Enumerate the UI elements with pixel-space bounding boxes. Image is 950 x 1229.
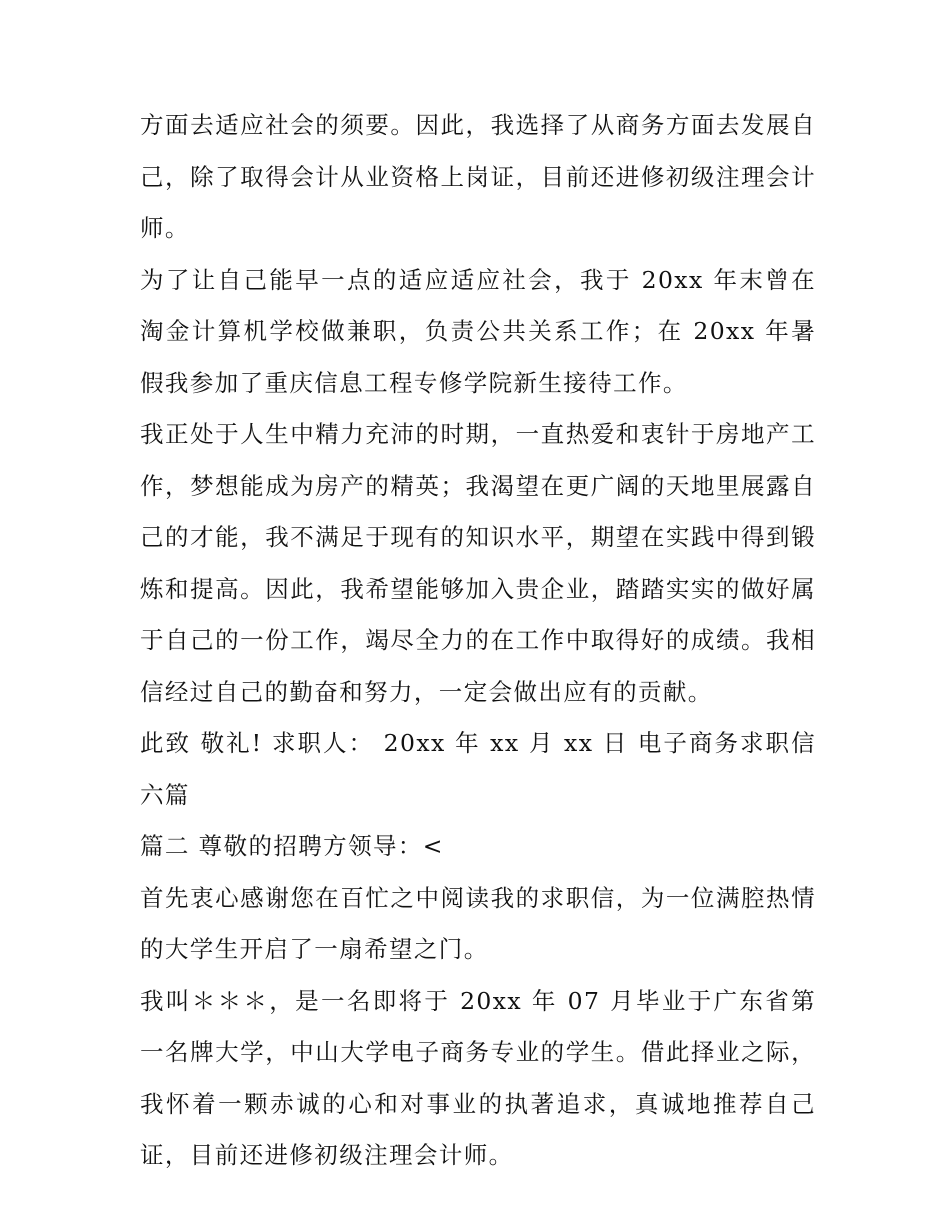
paragraph-adapt-society: 方面去适应社会的须要。因此，我选择了从商务方面去发展自己，除了取得会计从业资格上岗证，目前还进修初级注理会计师。: [140, 111, 816, 242]
paragraph-career-aspiration: 我正处于人生中精力充沛的时期，一直热爱和衷针于房地产工作，梦想能成为房产的精英；我渴望在更广阔的天地里展露自己的才能，我不满足于现有的知识水平，期望在实践中得到锻炼和提高。因此，我希望能够加入贵企业，踏踏实实的做好属于自己的一份工作，竭尽全力的在工作中取得好的成绩。我相信经过自己的勤奋和努力，一定会做出应有的贡献。: [140, 420, 816, 706]
paragraph-closing-signature: 此致 敬礼! 求职人： 20xx 年 xx 月 xx 日 电子商务求职信六篇: [140, 729, 816, 809]
paragraph-self-introduction: 我叫＊＊＊，是一名即将于 20xx 年 07 月毕业于广东省第一名牌大学，中山大学电子商务专业的学生。借此择业之际，我怀着一颗赤诚的心和对事业的执著追求，真诚地推荐自己证，目前还进修初级注理会计师。: [140, 986, 816, 1169]
paragraph-part-time-work: 为了让自己能早一点的适应适应社会，我于 20xx 年末曾在淘金计算机学校做兼职，负责公共关系工作；在 20xx 年暑假我参加了重庆信息工程专修学院新生接待工作。: [140, 265, 816, 397]
paragraph-second-letter-salutation: 篇二 尊敬的招聘方领导：<: [140, 832, 444, 860]
paragraph-thanks: 首先衷心感谢您在百忙之中阅读我的求职信，为一位满腔热情的大学生开启了一扇希望之门。: [140, 883, 816, 963]
